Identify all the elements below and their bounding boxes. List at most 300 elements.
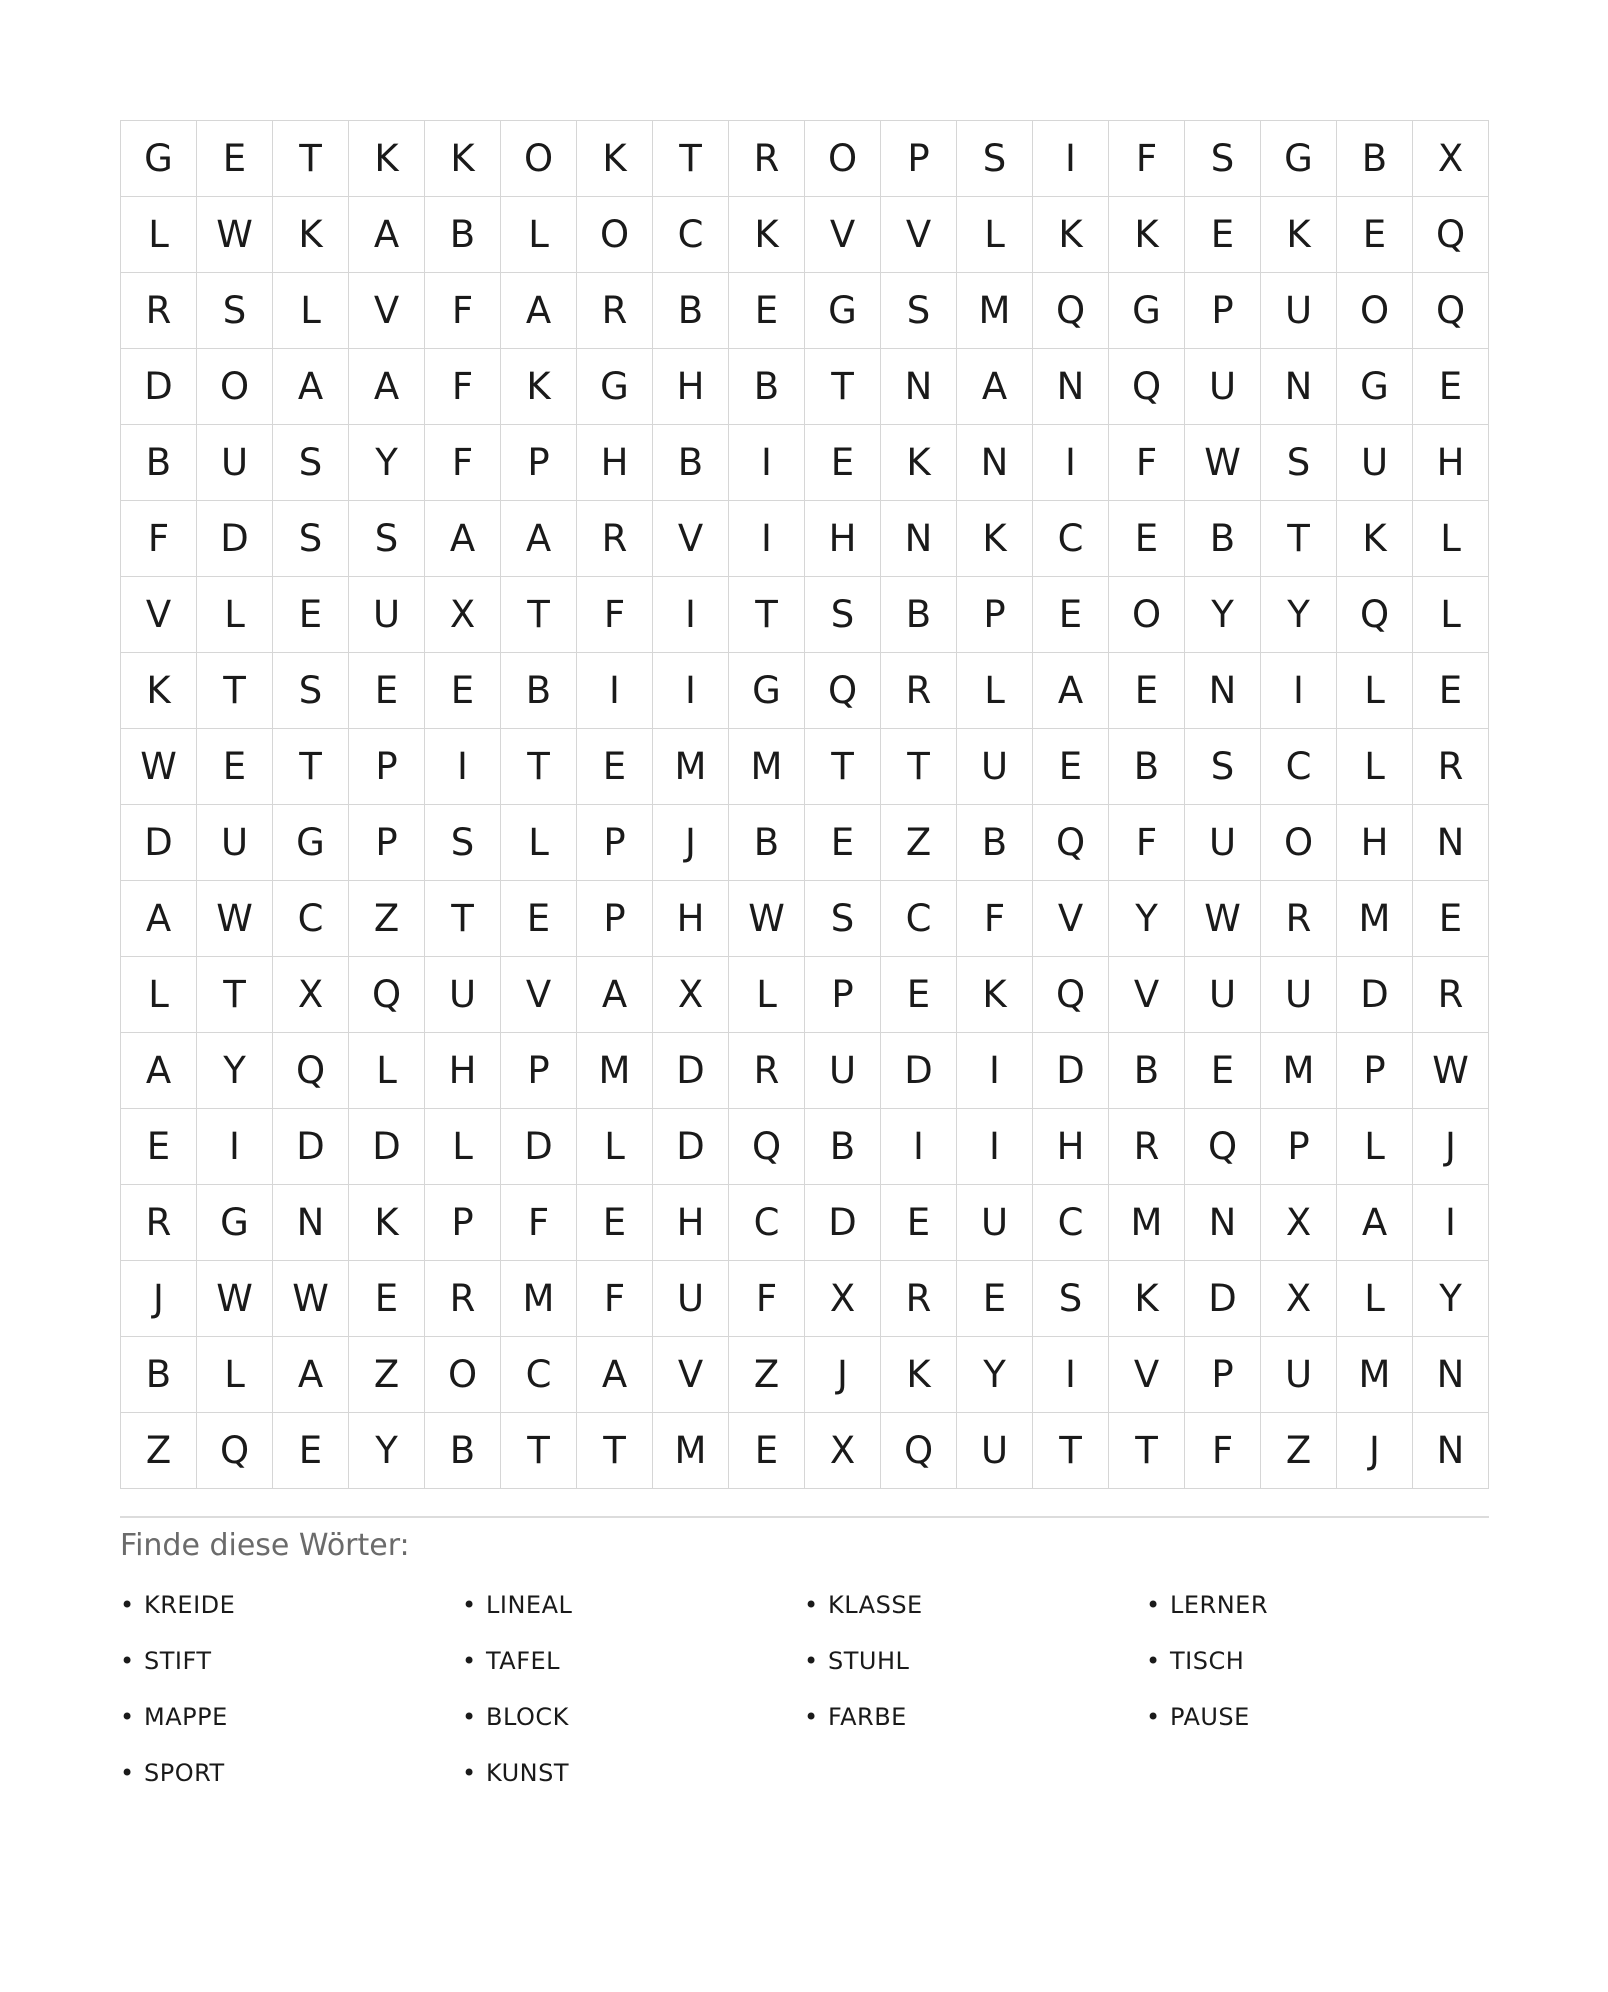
grid-cell[interactable]: B <box>805 1109 881 1185</box>
grid-cell[interactable]: D <box>653 1109 729 1185</box>
grid-cell[interactable]: L <box>1413 577 1489 653</box>
grid-cell[interactable]: S <box>273 425 349 501</box>
grid-cell[interactable]: L <box>957 653 1033 729</box>
grid-cell[interactable]: V <box>653 1337 729 1413</box>
grid-cell[interactable]: I <box>957 1109 1033 1185</box>
grid-cell[interactable]: Y <box>957 1337 1033 1413</box>
grid-cell[interactable]: N <box>881 501 957 577</box>
grid-cell[interactable]: V <box>653 501 729 577</box>
grid-cell[interactable]: A <box>273 349 349 425</box>
grid-cell[interactable]: D <box>501 1109 577 1185</box>
grid-cell[interactable]: L <box>121 197 197 273</box>
grid-cell[interactable]: I <box>1033 425 1109 501</box>
grid-cell[interactable]: B <box>881 577 957 653</box>
grid-cell[interactable]: B <box>729 805 805 881</box>
grid-cell[interactable]: R <box>1413 729 1489 805</box>
grid-cell[interactable]: Q <box>1337 577 1413 653</box>
grid-cell[interactable]: Q <box>197 1413 273 1489</box>
grid-cell[interactable]: J <box>121 1261 197 1337</box>
grid-cell[interactable]: R <box>425 1261 501 1337</box>
grid-cell[interactable]: T <box>273 121 349 197</box>
grid-cell[interactable]: E <box>1413 349 1489 425</box>
grid-cell[interactable]: F <box>957 881 1033 957</box>
grid-cell[interactable]: L <box>425 1109 501 1185</box>
grid-cell[interactable]: I <box>1033 1337 1109 1413</box>
grid-cell[interactable]: N <box>957 425 1033 501</box>
grid-cell[interactable]: C <box>1033 501 1109 577</box>
grid-cell[interactable]: E <box>729 1413 805 1489</box>
grid-cell[interactable]: J <box>1413 1109 1489 1185</box>
grid-cell[interactable]: K <box>121 653 197 729</box>
grid-cell[interactable]: S <box>273 653 349 729</box>
grid-cell[interactable]: Z <box>1261 1413 1337 1489</box>
grid-cell[interactable]: S <box>273 501 349 577</box>
grid-cell[interactable]: U <box>1261 957 1337 1033</box>
grid-cell[interactable]: L <box>577 1109 653 1185</box>
grid-cell[interactable]: F <box>425 349 501 425</box>
grid-cell[interactable]: R <box>1413 957 1489 1033</box>
grid-cell[interactable]: K <box>349 121 425 197</box>
grid-cell[interactable]: S <box>1185 121 1261 197</box>
grid-cell[interactable]: T <box>881 729 957 805</box>
grid-cell[interactable]: G <box>273 805 349 881</box>
grid-cell[interactable]: F <box>121 501 197 577</box>
grid-cell[interactable]: E <box>805 425 881 501</box>
grid-cell[interactable]: P <box>349 805 425 881</box>
grid-cell[interactable]: L <box>1337 729 1413 805</box>
grid-cell[interactable]: F <box>1109 805 1185 881</box>
grid-cell[interactable]: A <box>577 1337 653 1413</box>
grid-cell[interactable]: Y <box>1185 577 1261 653</box>
grid-cell[interactable]: H <box>653 1185 729 1261</box>
grid-cell[interactable]: T <box>805 729 881 805</box>
grid-cell[interactable]: N <box>1261 349 1337 425</box>
grid-cell[interactable]: Q <box>1109 349 1185 425</box>
grid-cell[interactable]: U <box>957 1185 1033 1261</box>
grid-cell[interactable]: U <box>197 425 273 501</box>
grid-cell[interactable]: P <box>501 425 577 501</box>
grid-cell[interactable]: B <box>653 425 729 501</box>
grid-cell[interactable]: E <box>881 1185 957 1261</box>
grid-cell[interactable]: L <box>273 273 349 349</box>
grid-cell[interactable]: A <box>501 501 577 577</box>
grid-cell[interactable]: U <box>425 957 501 1033</box>
grid-cell[interactable]: P <box>425 1185 501 1261</box>
grid-cell[interactable]: B <box>1185 501 1261 577</box>
grid-cell[interactable]: U <box>957 729 1033 805</box>
grid-cell[interactable]: E <box>349 653 425 729</box>
grid-cell[interactable]: K <box>273 197 349 273</box>
grid-cell[interactable]: P <box>881 121 957 197</box>
grid-cell[interactable]: E <box>1413 881 1489 957</box>
grid-cell[interactable]: E <box>121 1109 197 1185</box>
grid-cell[interactable]: L <box>1337 653 1413 729</box>
grid-cell[interactable]: H <box>1413 425 1489 501</box>
grid-cell[interactable]: A <box>501 273 577 349</box>
grid-cell[interactable]: O <box>197 349 273 425</box>
grid-cell[interactable]: U <box>1185 805 1261 881</box>
grid-cell[interactable]: L <box>1337 1109 1413 1185</box>
grid-cell[interactable]: Z <box>881 805 957 881</box>
grid-cell[interactable]: B <box>501 653 577 729</box>
grid-cell[interactable]: F <box>1185 1413 1261 1489</box>
grid-cell[interactable]: V <box>121 577 197 653</box>
grid-cell[interactable]: V <box>1033 881 1109 957</box>
grid-cell[interactable]: P <box>1337 1033 1413 1109</box>
grid-cell[interactable]: G <box>1109 273 1185 349</box>
grid-cell[interactable]: T <box>501 1413 577 1489</box>
grid-cell[interactable]: O <box>1261 805 1337 881</box>
grid-cell[interactable]: J <box>1337 1413 1413 1489</box>
grid-cell[interactable]: K <box>957 957 1033 1033</box>
grid-cell[interactable]: C <box>501 1337 577 1413</box>
grid-cell[interactable]: Q <box>349 957 425 1033</box>
grid-cell[interactable]: B <box>425 1413 501 1489</box>
grid-cell[interactable]: D <box>1185 1261 1261 1337</box>
grid-cell[interactable]: Q <box>1185 1109 1261 1185</box>
grid-cell[interactable]: L <box>729 957 805 1033</box>
grid-cell[interactable]: W <box>121 729 197 805</box>
grid-cell[interactable]: A <box>1033 653 1109 729</box>
grid-cell[interactable]: R <box>881 653 957 729</box>
grid-cell[interactable]: M <box>1109 1185 1185 1261</box>
grid-cell[interactable]: P <box>501 1033 577 1109</box>
grid-cell[interactable]: I <box>1261 653 1337 729</box>
grid-cell[interactable]: U <box>805 1033 881 1109</box>
grid-cell[interactable]: K <box>881 1337 957 1413</box>
grid-cell[interactable]: U <box>1261 273 1337 349</box>
grid-cell[interactable]: C <box>653 197 729 273</box>
grid-cell[interactable]: W <box>1413 1033 1489 1109</box>
grid-cell[interactable]: U <box>1261 1337 1337 1413</box>
grid-cell[interactable]: Y <box>197 1033 273 1109</box>
grid-cell[interactable]: W <box>1185 881 1261 957</box>
grid-cell[interactable]: N <box>881 349 957 425</box>
grid-cell[interactable]: F <box>1109 425 1185 501</box>
grid-cell[interactable]: I <box>729 425 805 501</box>
grid-cell[interactable]: Q <box>881 1413 957 1489</box>
grid-cell[interactable]: N <box>1413 805 1489 881</box>
grid-cell[interactable]: R <box>121 273 197 349</box>
grid-cell[interactable]: U <box>197 805 273 881</box>
grid-cell[interactable]: T <box>197 957 273 1033</box>
grid-cell[interactable]: Z <box>729 1337 805 1413</box>
grid-cell[interactable]: A <box>1337 1185 1413 1261</box>
grid-cell[interactable]: G <box>577 349 653 425</box>
grid-cell[interactable]: U <box>957 1413 1033 1489</box>
grid-cell[interactable]: K <box>425 121 501 197</box>
grid-cell[interactable]: X <box>1261 1261 1337 1337</box>
grid-cell[interactable]: Y <box>1413 1261 1489 1337</box>
grid-cell[interactable]: A <box>425 501 501 577</box>
grid-cell[interactable]: F <box>425 273 501 349</box>
grid-cell[interactable]: N <box>1185 1185 1261 1261</box>
grid-cell[interactable]: W <box>197 881 273 957</box>
grid-cell[interactable]: A <box>121 881 197 957</box>
grid-cell[interactable]: I <box>653 653 729 729</box>
grid-cell[interactable]: A <box>577 957 653 1033</box>
grid-cell[interactable]: H <box>425 1033 501 1109</box>
grid-cell[interactable]: I <box>881 1109 957 1185</box>
grid-cell[interactable]: Z <box>121 1413 197 1489</box>
grid-cell[interactable]: U <box>1337 425 1413 501</box>
grid-cell[interactable]: W <box>1185 425 1261 501</box>
grid-cell[interactable]: Q <box>1033 805 1109 881</box>
grid-cell[interactable]: E <box>1033 729 1109 805</box>
grid-cell[interactable]: M <box>1261 1033 1337 1109</box>
grid-cell[interactable]: L <box>501 805 577 881</box>
grid-cell[interactable]: H <box>1337 805 1413 881</box>
grid-cell[interactable]: X <box>273 957 349 1033</box>
grid-cell[interactable]: B <box>121 1337 197 1413</box>
grid-cell[interactable]: H <box>805 501 881 577</box>
grid-cell[interactable]: E <box>197 729 273 805</box>
grid-cell[interactable]: N <box>273 1185 349 1261</box>
grid-cell[interactable]: S <box>957 121 1033 197</box>
grid-cell[interactable]: G <box>1261 121 1337 197</box>
grid-cell[interactable]: K <box>1109 197 1185 273</box>
grid-cell[interactable]: L <box>197 1337 273 1413</box>
grid-cell[interactable]: V <box>881 197 957 273</box>
grid-cell[interactable]: U <box>653 1261 729 1337</box>
grid-cell[interactable]: D <box>121 805 197 881</box>
grid-cell[interactable]: B <box>1109 1033 1185 1109</box>
grid-cell[interactable]: I <box>957 1033 1033 1109</box>
grid-cell[interactable]: R <box>1261 881 1337 957</box>
grid-cell[interactable]: K <box>1337 501 1413 577</box>
grid-cell[interactable]: K <box>501 349 577 425</box>
grid-cell[interactable]: A <box>349 349 425 425</box>
grid-cell[interactable]: G <box>805 273 881 349</box>
grid-cell[interactable]: I <box>1033 121 1109 197</box>
grid-cell[interactable]: Q <box>1033 273 1109 349</box>
grid-cell[interactable]: S <box>1261 425 1337 501</box>
grid-cell[interactable]: F <box>577 577 653 653</box>
grid-cell[interactable]: E <box>425 653 501 729</box>
grid-cell[interactable]: E <box>501 881 577 957</box>
grid-cell[interactable]: K <box>729 197 805 273</box>
grid-cell[interactable]: K <box>1109 1261 1185 1337</box>
grid-cell[interactable]: M <box>957 273 1033 349</box>
grid-cell[interactable]: A <box>121 1033 197 1109</box>
grid-cell[interactable]: L <box>1413 501 1489 577</box>
grid-cell[interactable]: T <box>273 729 349 805</box>
grid-cell[interactable]: R <box>577 273 653 349</box>
grid-cell[interactable]: D <box>653 1033 729 1109</box>
grid-cell[interactable]: P <box>577 805 653 881</box>
grid-cell[interactable]: E <box>577 729 653 805</box>
grid-cell[interactable]: F <box>1109 121 1185 197</box>
grid-cell[interactable]: T <box>197 653 273 729</box>
grid-cell[interactable]: G <box>121 121 197 197</box>
grid-cell[interactable]: E <box>881 957 957 1033</box>
grid-cell[interactable]: K <box>577 121 653 197</box>
grid-cell[interactable]: K <box>349 1185 425 1261</box>
grid-cell[interactable]: T <box>577 1413 653 1489</box>
grid-cell[interactable]: J <box>653 805 729 881</box>
grid-cell[interactable]: P <box>957 577 1033 653</box>
grid-cell[interactable]: P <box>805 957 881 1033</box>
grid-cell[interactable]: I <box>577 653 653 729</box>
grid-cell[interactable]: I <box>653 577 729 653</box>
grid-cell[interactable]: E <box>1337 197 1413 273</box>
grid-cell[interactable]: M <box>1337 881 1413 957</box>
grid-cell[interactable]: P <box>349 729 425 805</box>
grid-cell[interactable]: X <box>805 1261 881 1337</box>
grid-cell[interactable]: W <box>729 881 805 957</box>
grid-cell[interactable]: X <box>805 1413 881 1489</box>
grid-cell[interactable]: B <box>121 425 197 501</box>
grid-cell[interactable]: T <box>805 349 881 425</box>
grid-cell[interactable]: X <box>1413 121 1489 197</box>
grid-cell[interactable]: E <box>1185 197 1261 273</box>
grid-cell[interactable]: S <box>805 577 881 653</box>
grid-cell[interactable]: U <box>1185 349 1261 425</box>
grid-cell[interactable]: M <box>653 1413 729 1489</box>
grid-cell[interactable]: K <box>881 425 957 501</box>
grid-cell[interactable]: V <box>501 957 577 1033</box>
grid-cell[interactable]: M <box>577 1033 653 1109</box>
grid-cell[interactable]: T <box>1109 1413 1185 1489</box>
grid-cell[interactable]: K <box>1261 197 1337 273</box>
grid-cell[interactable]: D <box>121 349 197 425</box>
grid-cell[interactable]: E <box>1109 501 1185 577</box>
grid-cell[interactable]: Y <box>349 1413 425 1489</box>
grid-cell[interactable]: E <box>273 577 349 653</box>
grid-cell[interactable]: Q <box>805 653 881 729</box>
grid-cell[interactable]: E <box>349 1261 425 1337</box>
grid-cell[interactable]: P <box>577 881 653 957</box>
grid-cell[interactable]: V <box>805 197 881 273</box>
grid-cell[interactable]: R <box>729 121 805 197</box>
grid-cell[interactable]: T <box>653 121 729 197</box>
grid-cell[interactable]: X <box>653 957 729 1033</box>
grid-cell[interactable]: P <box>1261 1109 1337 1185</box>
grid-cell[interactable]: C <box>273 881 349 957</box>
grid-cell[interactable]: K <box>957 501 1033 577</box>
grid-cell[interactable]: T <box>729 577 805 653</box>
grid-cell[interactable]: N <box>1413 1337 1489 1413</box>
grid-cell[interactable]: I <box>1413 1185 1489 1261</box>
grid-cell[interactable]: B <box>1337 121 1413 197</box>
grid-cell[interactable]: D <box>805 1185 881 1261</box>
grid-cell[interactable]: N <box>1033 349 1109 425</box>
grid-cell[interactable]: C <box>1033 1185 1109 1261</box>
grid-cell[interactable]: T <box>1033 1413 1109 1489</box>
grid-cell[interactable]: R <box>121 1185 197 1261</box>
grid-cell[interactable]: H <box>653 349 729 425</box>
grid-cell[interactable]: T <box>501 729 577 805</box>
grid-cell[interactable]: Y <box>1261 577 1337 653</box>
grid-cell[interactable]: I <box>425 729 501 805</box>
grid-cell[interactable]: E <box>729 273 805 349</box>
grid-cell[interactable]: R <box>577 501 653 577</box>
grid-cell[interactable]: C <box>729 1185 805 1261</box>
grid-cell[interactable]: S <box>805 881 881 957</box>
grid-cell[interactable]: T <box>501 577 577 653</box>
grid-cell[interactable]: O <box>501 121 577 197</box>
grid-cell[interactable]: E <box>273 1413 349 1489</box>
grid-cell[interactable]: A <box>957 349 1033 425</box>
grid-cell[interactable]: Z <box>349 1337 425 1413</box>
grid-cell[interactable]: G <box>197 1185 273 1261</box>
grid-cell[interactable]: L <box>349 1033 425 1109</box>
grid-cell[interactable]: G <box>729 653 805 729</box>
grid-cell[interactable]: L <box>121 957 197 1033</box>
grid-cell[interactable]: F <box>577 1261 653 1337</box>
grid-cell[interactable]: N <box>1413 1413 1489 1489</box>
grid-cell[interactable]: U <box>349 577 425 653</box>
grid-cell[interactable]: O <box>577 197 653 273</box>
grid-cell[interactable]: H <box>577 425 653 501</box>
grid-cell[interactable]: S <box>425 805 501 881</box>
grid-cell[interactable]: D <box>1337 957 1413 1033</box>
grid-cell[interactable]: Q <box>1033 957 1109 1033</box>
grid-cell[interactable]: Z <box>349 881 425 957</box>
grid-cell[interactable]: M <box>1337 1337 1413 1413</box>
grid-cell[interactable]: O <box>805 121 881 197</box>
grid-cell[interactable]: R <box>881 1261 957 1337</box>
grid-cell[interactable]: Q <box>273 1033 349 1109</box>
grid-cell[interactable]: F <box>501 1185 577 1261</box>
grid-cell[interactable]: R <box>1109 1109 1185 1185</box>
grid-cell[interactable]: B <box>1109 729 1185 805</box>
grid-cell[interactable]: I <box>197 1109 273 1185</box>
grid-cell[interactable]: S <box>197 273 273 349</box>
grid-cell[interactable]: V <box>1109 957 1185 1033</box>
grid-cell[interactable]: L <box>957 197 1033 273</box>
grid-cell[interactable]: S <box>1185 729 1261 805</box>
grid-cell[interactable]: D <box>197 501 273 577</box>
grid-cell[interactable]: E <box>1033 577 1109 653</box>
grid-cell[interactable]: F <box>729 1261 805 1337</box>
grid-cell[interactable]: Q <box>1413 197 1489 273</box>
grid-cell[interactable]: R <box>729 1033 805 1109</box>
grid-cell[interactable]: Y <box>349 425 425 501</box>
grid-cell[interactable]: W <box>197 197 273 273</box>
grid-cell[interactable]: F <box>425 425 501 501</box>
grid-cell[interactable]: S <box>1033 1261 1109 1337</box>
grid-cell[interactable]: X <box>1261 1185 1337 1261</box>
grid-cell[interactable]: L <box>197 577 273 653</box>
grid-cell[interactable]: L <box>501 197 577 273</box>
grid-cell[interactable]: O <box>1337 273 1413 349</box>
grid-cell[interactable]: E <box>577 1185 653 1261</box>
grid-cell[interactable]: K <box>1033 197 1109 273</box>
grid-cell[interactable]: H <box>653 881 729 957</box>
grid-cell[interactable]: D <box>881 1033 957 1109</box>
grid-cell[interactable]: V <box>1109 1337 1185 1413</box>
grid-cell[interactable]: B <box>729 349 805 425</box>
grid-cell[interactable]: A <box>273 1337 349 1413</box>
grid-cell[interactable]: G <box>1337 349 1413 425</box>
grid-cell[interactable]: Q <box>1413 273 1489 349</box>
grid-cell[interactable]: Q <box>729 1109 805 1185</box>
grid-cell[interactable]: E <box>1413 653 1489 729</box>
grid-cell[interactable]: N <box>1185 653 1261 729</box>
grid-cell[interactable]: D <box>349 1109 425 1185</box>
grid-cell[interactable]: E <box>197 121 273 197</box>
grid-cell[interactable]: C <box>1261 729 1337 805</box>
grid-cell[interactable]: X <box>425 577 501 653</box>
grid-cell[interactable]: O <box>1109 577 1185 653</box>
grid-cell[interactable]: Y <box>1109 881 1185 957</box>
grid-cell[interactable]: B <box>957 805 1033 881</box>
grid-cell[interactable]: C <box>881 881 957 957</box>
grid-cell[interactable]: M <box>729 729 805 805</box>
grid-cell[interactable]: D <box>1033 1033 1109 1109</box>
grid-cell[interactable]: T <box>425 881 501 957</box>
